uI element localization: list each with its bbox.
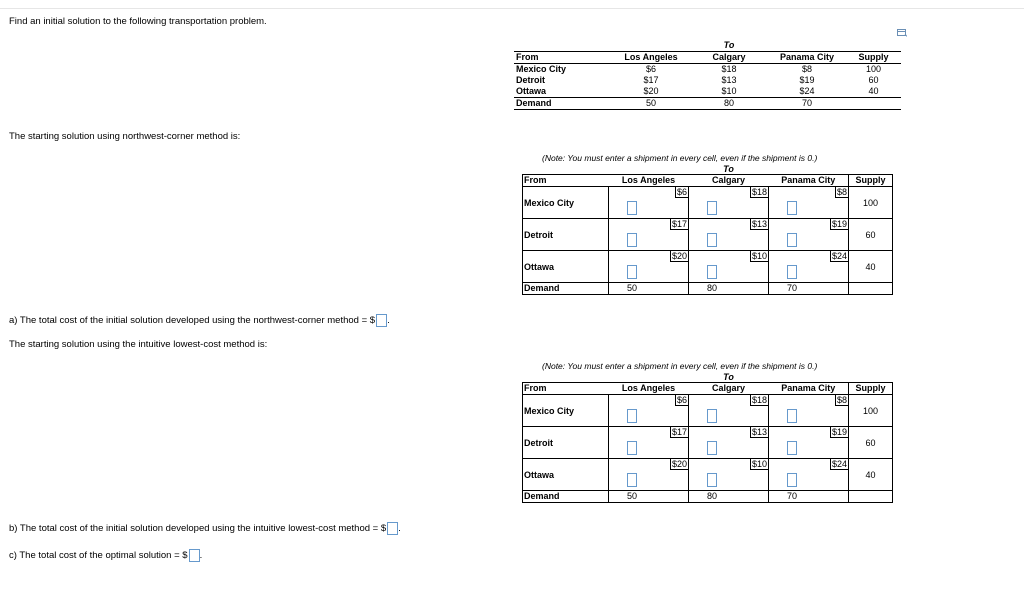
shipment-input[interactable] — [707, 265, 717, 279]
supply-value: 100 — [849, 395, 893, 427]
cost-label: $6 — [676, 187, 687, 197]
top-divider — [0, 8, 1024, 9]
supply-value: 100 — [849, 187, 893, 219]
solution-row: Ottawa $20 $10 $24 40 — [523, 251, 893, 283]
cost-label: $8 — [836, 395, 847, 405]
shipment-input[interactable] — [627, 409, 637, 423]
cost-label: $18 — [751, 395, 767, 405]
to-label: To — [723, 372, 734, 382]
demand-value: 70 — [769, 283, 849, 295]
supply-header: Supply — [849, 383, 893, 395]
shipment-input[interactable] — [707, 441, 717, 455]
demand-value: 50 — [609, 283, 689, 295]
cost-label: $18 — [751, 187, 767, 197]
shipment-input[interactable] — [707, 233, 717, 247]
cost-label: $20 — [671, 251, 687, 261]
dest-header: Panama City — [768, 52, 846, 64]
from-label: From — [523, 383, 609, 395]
intro-text: Find an initial solution to the following transportation problem. — [9, 16, 267, 27]
lc-heading: The starting solution using the intuitive lowest-cost method is: — [9, 339, 268, 350]
cost-label: $24 — [831, 459, 847, 469]
shipment-input[interactable] — [627, 265, 637, 279]
to-label: To — [723, 40, 735, 50]
dest-header: Calgary — [689, 383, 769, 395]
solution-row: Detroit $17 $13 $19 60 — [523, 219, 893, 251]
supply-header: Supply — [849, 175, 893, 187]
dest-header: Panama City — [769, 175, 849, 187]
problem-row: Mexico City $6 $18 $8 100 — [516, 64, 882, 74]
cost-label: $20 — [671, 459, 687, 469]
shipment-input[interactable] — [707, 409, 717, 423]
shipment-input[interactable] — [787, 473, 797, 487]
dest-header: Calgary — [689, 175, 769, 187]
cost-label: $19 — [831, 219, 847, 229]
dest-header: Los Angeles — [612, 52, 690, 64]
supply-value: 60 — [849, 427, 893, 459]
solution-row: Ottawa $20 $10 $24 40 — [523, 459, 893, 491]
cost-label: $6 — [676, 395, 687, 405]
demand-value: 50 — [609, 491, 689, 503]
problem-table — [514, 40, 901, 110]
shipment-input[interactable] — [627, 441, 637, 455]
demand-row: Demand 50 80 70 — [523, 283, 893, 295]
demand-value: 80 — [689, 283, 769, 295]
cost-label: $8 — [836, 187, 847, 197]
shipment-input[interactable] — [787, 201, 797, 215]
cost-label: $17 — [671, 219, 687, 229]
demand-value: 70 — [769, 491, 849, 503]
shipment-input[interactable] — [627, 473, 637, 487]
dest-header: Los Angeles — [609, 383, 689, 395]
solution-row: Mexico City $6 $18 $8 100 — [523, 187, 893, 219]
cost-label: $13 — [751, 427, 767, 437]
dest-header: Los Angeles — [609, 175, 689, 187]
answer-b-input[interactable] — [387, 522, 398, 535]
solution-row: Mexico City $6 $18 $8 100 — [523, 395, 893, 427]
answer-a-input[interactable] — [376, 314, 387, 327]
note-text: (Note: You must enter a shipment in every cell, even if the shipment is 0.) — [542, 361, 818, 371]
supply-header: Supply — [846, 52, 901, 64]
cost-label: $19 — [831, 427, 847, 437]
dest-header: Panama City — [769, 383, 849, 395]
shipment-input[interactable] — [787, 233, 797, 247]
cost-label: $10 — [751, 251, 767, 261]
cost-label: $24 — [831, 251, 847, 261]
question-c: c) The total cost of the optimal solution = $ . — [9, 550, 203, 562]
problem-row: Ottawa $20 $10 $24 40 — [516, 86, 879, 96]
supply-value: 40 — [849, 251, 893, 283]
solution-row: Detroit $17 $13 $19 60 — [523, 427, 893, 459]
shipment-input[interactable] — [787, 409, 797, 423]
problem-row: Detroit $17 $13 $19 60 — [516, 75, 879, 85]
from-label: From — [523, 175, 609, 187]
shipment-input[interactable] — [787, 265, 797, 279]
cost-label: $17 — [671, 427, 687, 437]
nw-heading: The starting solution using northwest-corner method is: — [9, 131, 241, 142]
dest-header: Calgary — [690, 52, 768, 64]
supply-value: 60 — [849, 219, 893, 251]
shipment-input[interactable] — [787, 441, 797, 455]
to-label: To — [723, 164, 734, 174]
cost-label: $10 — [751, 459, 767, 469]
nw-solution-table — [522, 164, 893, 295]
shipment-input[interactable] — [627, 233, 637, 247]
note-text: (Note: You must enter a shipment in every cell, even if the shipment is 0.) — [542, 153, 818, 163]
question-a: a) The total cost of the initial solution developed using the northwest-corner method = $ . — [9, 315, 390, 327]
supply-value: 40 — [849, 459, 893, 491]
shipment-input[interactable] — [707, 473, 717, 487]
demand-value: 80 — [689, 491, 769, 503]
export-icon[interactable] — [897, 29, 907, 37]
question-b: b) The total cost of the initial solution developed using the intuitive lowest-cost method = $ . — [9, 523, 401, 535]
cost-label: $13 — [751, 219, 767, 229]
from-label: From — [514, 52, 612, 64]
answer-c-input[interactable] — [189, 549, 200, 562]
demand-row: Demand 50 80 70 — [514, 98, 901, 110]
shipment-input[interactable] — [707, 201, 717, 215]
demand-row: Demand 50 80 70 — [523, 491, 893, 503]
shipment-input[interactable] — [627, 201, 637, 215]
lc-solution-table — [522, 372, 893, 503]
